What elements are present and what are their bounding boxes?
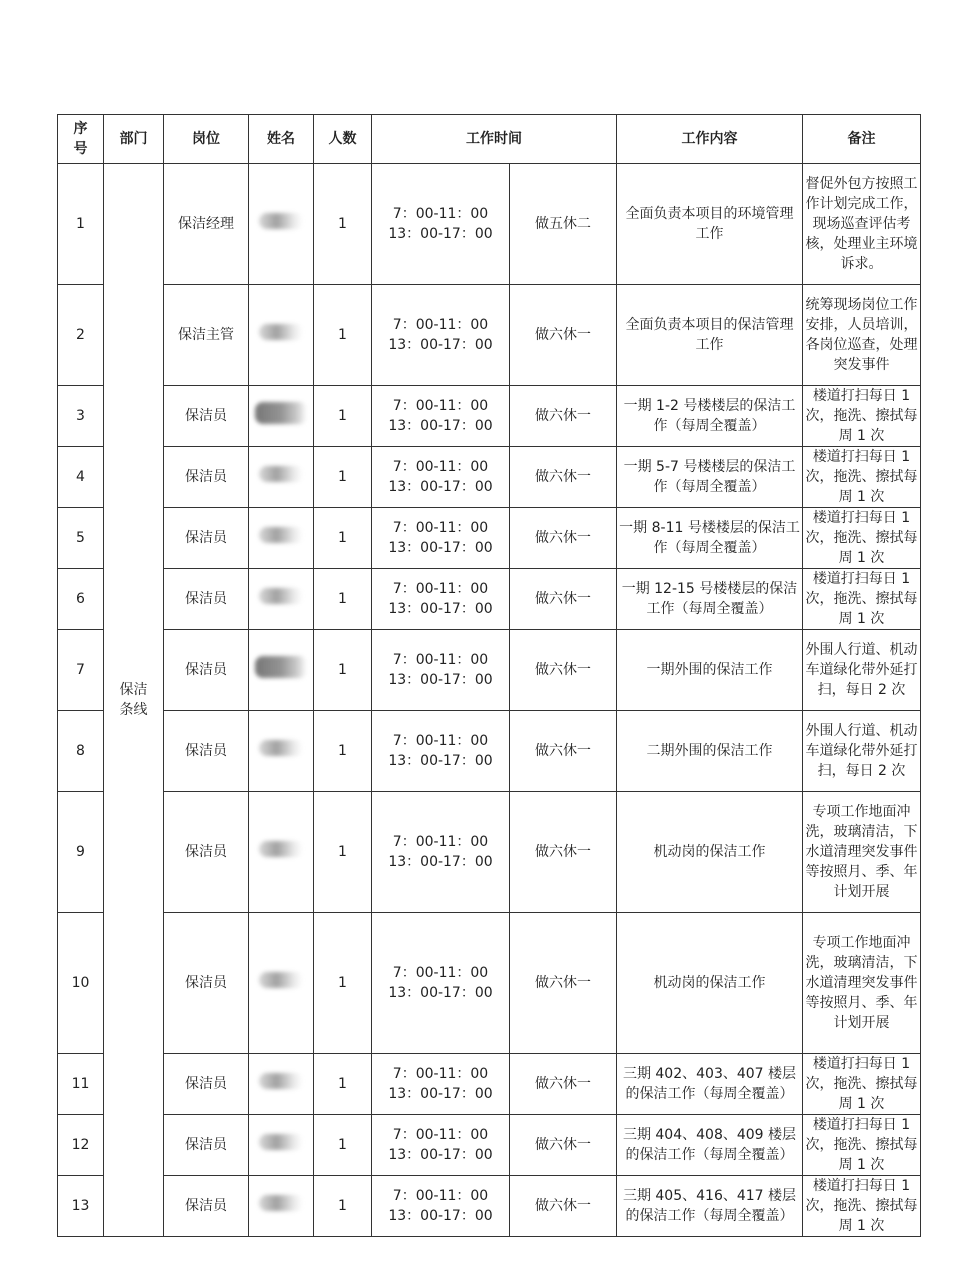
row-count: 1	[314, 1054, 372, 1115]
redacted-name-icon	[259, 324, 303, 340]
redacted-name-icon	[259, 1195, 303, 1211]
row-content: 二期外围的保洁工作	[617, 711, 803, 792]
row-post: 保洁员	[164, 1115, 249, 1176]
header-dept: 部门	[104, 115, 164, 164]
row-seq: 12	[58, 1115, 104, 1176]
row-count: 1	[314, 711, 372, 792]
row-seq: 2	[58, 285, 104, 386]
row-count: 1	[314, 447, 372, 508]
row-note: 楼道打扫每日 1 次，拖洗、擦拭每周 1 次	[803, 1115, 921, 1176]
row-shift: 做六休一	[510, 386, 617, 447]
row-shift: 做六休一	[510, 792, 617, 913]
redacted-name-icon	[259, 972, 303, 988]
row-content: 一期 1-2 号楼楼层的保洁工作（每周全覆盖）	[617, 386, 803, 447]
row-name-redacted	[249, 164, 314, 285]
table-row	[58, 1054, 921, 1115]
row-note: 专项工作地面冲洗，玻璃清洁，下水道清理突发事件等按照月、季、年计划开展	[803, 792, 921, 913]
row-time	[372, 447, 510, 508]
row-name-redacted	[249, 1176, 314, 1237]
header-work-content: 工作内容	[617, 115, 803, 164]
redacted-name-icon	[259, 841, 303, 857]
row-count: 1	[314, 1115, 372, 1176]
staff-roster-table	[57, 114, 921, 1237]
row-shift: 做六休一	[510, 569, 617, 630]
time-morning: 7：00-11：00	[392, 1188, 489, 1204]
redacted-name-icon	[259, 527, 303, 543]
time-afternoon: 13：00-17：00	[388, 540, 493, 556]
time-afternoon: 13：00-17：00	[388, 1147, 493, 1163]
row-note: 专项工作地面冲洗，玻璃清洁，下水道清理突发事件等按照月、季、年计划开展	[803, 913, 921, 1054]
row-post: 保洁员	[164, 569, 249, 630]
row-content: 一期 8-11 号楼楼层的保洁工作（每周全覆盖）	[617, 508, 803, 569]
row-note: 统筹现场岗位工作安排，人员培训，各岗位巡查，处理突发事件	[803, 285, 921, 386]
row-count: 1	[314, 569, 372, 630]
time-afternoon: 13：00-17：00	[388, 854, 493, 870]
row-time	[372, 792, 510, 913]
row-shift: 做六休一	[510, 1054, 617, 1115]
row-content: 全面负责本项目的环境管理工作	[617, 164, 803, 285]
row-note: 外围人行道、机动车道绿化带外延打扫，每日 2 次	[803, 630, 921, 711]
time-morning: 7：00-11：00	[392, 581, 489, 597]
row-name-redacted	[249, 630, 314, 711]
time-afternoon: 13：00-17：00	[388, 479, 493, 495]
row-seq: 10	[58, 913, 104, 1054]
row-count: 1	[314, 285, 372, 386]
time-morning: 7：00-11：00	[392, 652, 489, 668]
row-content: 三期 402、403、407 楼层的保洁工作（每周全覆盖）	[617, 1054, 803, 1115]
time-afternoon: 13：00-17：00	[388, 1208, 493, 1224]
time-afternoon: 13：00-17：00	[388, 985, 493, 1001]
header-count: 人数	[314, 115, 372, 164]
row-note: 楼道打扫每日 1 次，拖洗、擦拭每周 1 次	[803, 447, 921, 508]
time-afternoon: 13：00-17：00	[388, 1086, 493, 1102]
row-time	[372, 285, 510, 386]
row-content: 三期 405、416、417 楼层的保洁工作（每周全覆盖）	[617, 1176, 803, 1237]
row-count: 1	[314, 792, 372, 913]
row-shift: 做五休二	[510, 164, 617, 285]
redacted-name-icon	[259, 213, 303, 229]
header-post: 岗位	[164, 115, 249, 164]
redacted-name-icon	[259, 588, 303, 604]
table-row	[58, 164, 921, 285]
time-afternoon: 13：00-17：00	[388, 226, 493, 242]
row-time	[372, 630, 510, 711]
row-post: 保洁员	[164, 508, 249, 569]
table-row	[58, 711, 921, 792]
row-shift: 做六休一	[510, 447, 617, 508]
time-afternoon: 13：00-17：00	[388, 418, 493, 434]
time-morning: 7：00-11：00	[392, 317, 489, 333]
redacted-name-icon	[259, 1073, 303, 1089]
row-post: 保洁员	[164, 1054, 249, 1115]
row-post: 保洁员	[164, 630, 249, 711]
table-row	[58, 792, 921, 913]
row-post: 保洁主管	[164, 285, 249, 386]
header-seq: 序号	[58, 115, 104, 164]
time-morning: 7：00-11：00	[392, 733, 489, 749]
row-content: 机动岗的保洁工作	[617, 792, 803, 913]
time-morning: 7：00-11：00	[392, 459, 489, 475]
row-shift: 做六休一	[510, 1115, 617, 1176]
table-row	[58, 569, 921, 630]
row-seq: 9	[58, 792, 104, 913]
row-post: 保洁员	[164, 1176, 249, 1237]
row-shift: 做六休一	[510, 285, 617, 386]
time-afternoon: 13：00-17：00	[388, 753, 493, 769]
row-note: 督促外包方按照工作计划完成工作，现场巡查评估考核，处理业主环境诉求。	[803, 164, 921, 285]
row-time	[372, 913, 510, 1054]
row-content: 三期 404、408、409 楼层的保洁工作（每周全覆盖）	[617, 1115, 803, 1176]
row-content: 机动岗的保洁工作	[617, 913, 803, 1054]
row-note: 楼道打扫每日 1 次，拖洗、擦拭每周 1 次	[803, 1176, 921, 1237]
time-morning: 7：00-11：00	[392, 1127, 489, 1143]
row-shift: 做六休一	[510, 1176, 617, 1237]
row-time	[372, 1115, 510, 1176]
time-morning: 7：00-11：00	[392, 520, 489, 536]
row-name-redacted	[249, 508, 314, 569]
row-count: 1	[314, 630, 372, 711]
row-shift: 做六休一	[510, 711, 617, 792]
row-shift: 做六休一	[510, 630, 617, 711]
row-time	[372, 1054, 510, 1115]
table-row	[58, 285, 921, 386]
row-seq: 13	[58, 1176, 104, 1237]
header-row	[58, 115, 921, 164]
row-seq: 4	[58, 447, 104, 508]
row-content: 一期 5-7 号楼楼层的保洁工作（每周全覆盖）	[617, 447, 803, 508]
row-seq: 1	[58, 164, 104, 285]
row-seq: 6	[58, 569, 104, 630]
row-seq: 11	[58, 1054, 104, 1115]
row-time	[372, 164, 510, 285]
redacted-name-icon	[255, 656, 307, 678]
row-note: 楼道打扫每日 1 次，拖洗、擦拭每周 1 次	[803, 1054, 921, 1115]
time-morning: 7：00-11：00	[392, 398, 489, 414]
redacted-name-icon	[259, 740, 303, 756]
row-shift: 做六休一	[510, 913, 617, 1054]
row-content: 一期 12-15 号楼楼层的保洁工作（每周全覆盖）	[617, 569, 803, 630]
row-time	[372, 508, 510, 569]
row-shift: 做六休一	[510, 508, 617, 569]
row-count: 1	[314, 1176, 372, 1237]
table-row	[58, 447, 921, 508]
row-post: 保洁经理	[164, 164, 249, 285]
row-name-redacted	[249, 792, 314, 913]
row-post: 保洁员	[164, 447, 249, 508]
time-afternoon: 13：00-17：00	[388, 672, 493, 688]
row-name-redacted	[249, 447, 314, 508]
table-row	[58, 1115, 921, 1176]
row-post: 保洁员	[164, 711, 249, 792]
row-time	[372, 1176, 510, 1237]
row-name-redacted	[249, 711, 314, 792]
table-row	[58, 630, 921, 711]
row-note: 楼道打扫每日 1 次，拖洗、擦拭每周 1 次	[803, 386, 921, 447]
row-note: 楼道打扫每日 1 次，拖洗、擦拭每周 1 次	[803, 508, 921, 569]
row-name-redacted	[249, 386, 314, 447]
row-name-redacted	[249, 285, 314, 386]
row-seq: 5	[58, 508, 104, 569]
row-seq: 3	[58, 386, 104, 447]
table-row	[58, 1176, 921, 1237]
row-content: 全面负责本项目的保洁管理工作	[617, 285, 803, 386]
table-row	[58, 508, 921, 569]
table-row	[58, 386, 921, 447]
row-post: 保洁员	[164, 792, 249, 913]
row-note: 外围人行道、机动车道绿化带外延打扫，每日 2 次	[803, 711, 921, 792]
header-work-time: 工作时间	[372, 115, 617, 164]
row-note: 楼道打扫每日 1 次，拖洗、擦拭每周 1 次	[803, 569, 921, 630]
time-afternoon: 13：00-17：00	[388, 601, 493, 617]
header-name: 姓名	[249, 115, 314, 164]
time-morning: 7：00-11：00	[392, 965, 489, 981]
row-post: 保洁员	[164, 386, 249, 447]
redacted-name-icon	[259, 466, 303, 482]
row-count: 1	[314, 164, 372, 285]
row-time	[372, 569, 510, 630]
header-remarks: 备注	[803, 115, 921, 164]
row-name-redacted	[249, 569, 314, 630]
row-content: 一期外围的保洁工作	[617, 630, 803, 711]
row-seq: 8	[58, 711, 104, 792]
row-post: 保洁员	[164, 913, 249, 1054]
row-time	[372, 711, 510, 792]
redacted-name-icon	[259, 1134, 303, 1150]
row-time	[372, 386, 510, 447]
row-count: 1	[314, 386, 372, 447]
row-name-redacted	[249, 1115, 314, 1176]
department-cell: 保洁条线	[104, 164, 164, 1237]
row-name-redacted	[249, 1054, 314, 1115]
time-morning: 7：00-11：00	[392, 206, 489, 222]
table-row	[58, 913, 921, 1054]
redacted-name-icon	[255, 402, 307, 424]
row-count: 1	[314, 913, 372, 1054]
time-morning: 7：00-11：00	[392, 834, 489, 850]
time-afternoon: 13：00-17：00	[388, 337, 493, 353]
time-morning: 7：00-11：00	[392, 1066, 489, 1082]
row-count: 1	[314, 508, 372, 569]
row-seq: 7	[58, 630, 104, 711]
row-name-redacted	[249, 913, 314, 1054]
